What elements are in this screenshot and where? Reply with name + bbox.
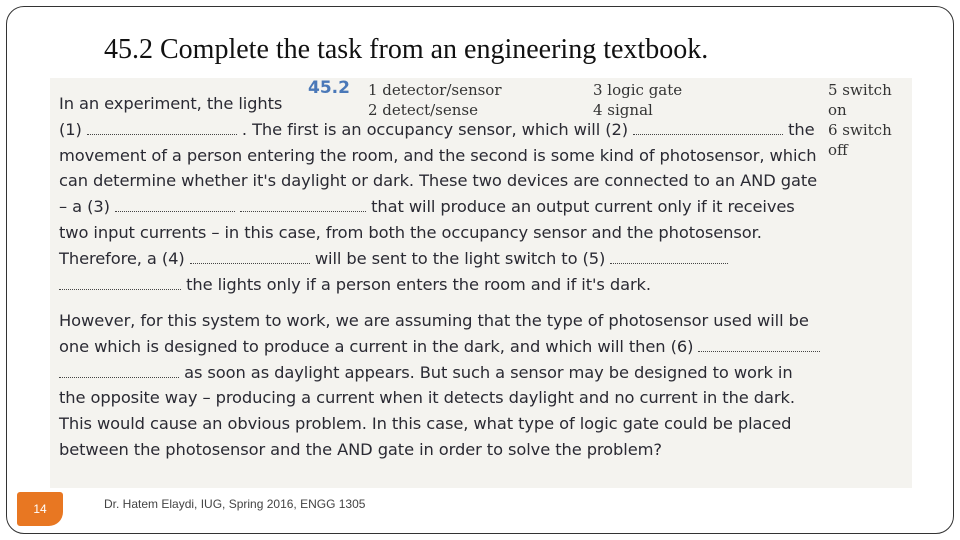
footer-credit: Dr. Hatem Elaydi, IUG, Spring 2016, ENGG 1305: [104, 497, 366, 511]
answer-key-item: 1 detector/sensor: [368, 81, 502, 99]
exercise-number: 45.2: [308, 78, 350, 98]
answer-blank-5[interactable]: [610, 249, 728, 264]
text-segment: Therefore, a (4): [59, 248, 185, 268]
exercise-paragraph-2: [59, 308, 899, 463]
text-line: between the photosensor and the AND gate in order to solve the problem?: [59, 439, 662, 459]
text-line: [59, 117, 899, 143]
text-segment: as soon as daylight appears. But such a sensor may be designed to work in: [184, 362, 793, 382]
text-segment: will be sent to the light switch to (5): [314, 248, 606, 268]
answer-blank-1[interactable]: [87, 120, 237, 135]
answer-blank-6-continued[interactable]: [59, 363, 179, 378]
answer-key-item: 3 logic gate: [593, 81, 683, 99]
textbook-scan: [50, 78, 912, 488]
answer-key-item: 5 switch on: [828, 81, 892, 119]
answer-key-item: 2 detect/sense: [368, 101, 478, 119]
text-line: [59, 91, 899, 117]
answer-blank-3[interactable]: [115, 197, 235, 212]
text-segment: – a (3): [59, 197, 110, 217]
text-segment: . The first is an occupancy sensor, which will (2): [241, 119, 628, 139]
answer-blank-4[interactable]: [190, 249, 310, 264]
text-segment: the lights only if a person enters the room and if it's dark.: [186, 274, 651, 294]
text-segment: the: [788, 119, 815, 139]
answer-key-item: 6 switch off: [828, 121, 892, 159]
answer-blank-5-continued[interactable]: [59, 275, 181, 290]
answer-key-item: 4 signal: [593, 101, 653, 119]
text-segment: that will produce an output current only if it receives: [371, 197, 795, 217]
text-line: the opposite way – producing a current when it detects daylight and no current in the dark.: [59, 388, 795, 408]
text-line: [59, 194, 899, 220]
text-line: can determine whether it's daylight or dark. These two devices are connected to an AND gate: [59, 171, 818, 191]
answer-blank-6[interactable]: [698, 337, 820, 352]
answer-blank-2[interactable]: [633, 120, 783, 135]
text-line: [59, 334, 899, 360]
text-segment: In an experiment, the lights: [59, 94, 283, 113]
answer-blank-3-continued[interactable]: [240, 197, 366, 212]
text-segment: one which is designed to produce a current in the dark, and which will then (6): [59, 336, 694, 356]
text-line: two input currents – in this case, from both the occupancy sensor and the photosensor.: [59, 222, 762, 242]
exercise-paragraph-1: [59, 91, 899, 297]
text-line: movement of a person entering the room, and the second is some kind of photosensor, which: [59, 145, 817, 165]
text-line: [59, 246, 899, 272]
text-line: However, for this system to work, we are assuming that the type of photosensor used will be: [59, 311, 809, 330]
text-line: [59, 360, 899, 386]
text-line: [59, 272, 899, 298]
text-segment: (1): [59, 119, 82, 139]
text-line: This would cause an obvious problem. In this case, what type of logic gate could be placed: [59, 414, 792, 434]
slide-title: 45.2 Complete the task from an engineering textbook.: [104, 34, 709, 65]
page-number-badge: 14: [17, 492, 63, 526]
